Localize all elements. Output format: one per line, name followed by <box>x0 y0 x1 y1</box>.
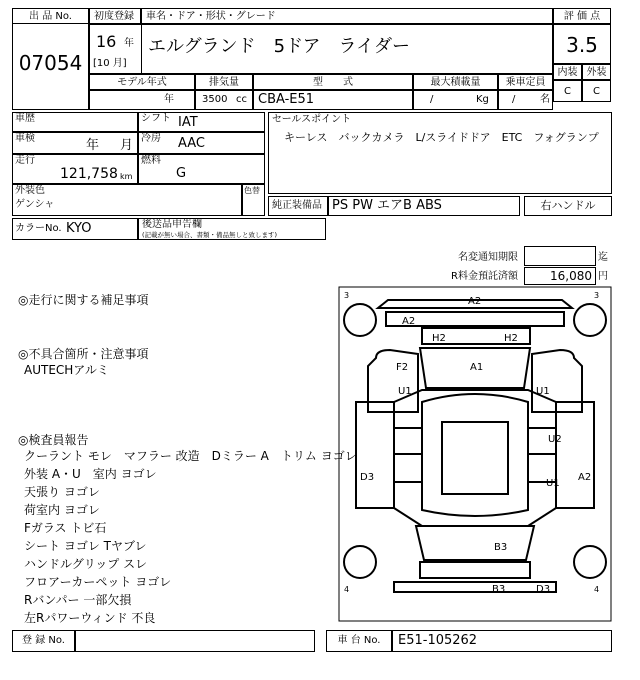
capacity-label: 乗車定員 <box>498 74 553 90</box>
inspector-line: 荷室内 ヨゴレ <box>24 503 100 517</box>
max-load-label: 最大積載量 <box>413 74 498 90</box>
sales-points-label: セールスポイント <box>272 114 352 125</box>
shift-value: IAT <box>178 115 198 130</box>
damage-mark: B3 <box>494 542 508 553</box>
docs-note: (記載が無い場合、書類・備品無しと致します) <box>142 231 278 239</box>
color-no-label: カラーNo. <box>15 223 62 234</box>
recycle-unit: 円 <box>598 271 608 282</box>
fuel-label: 燃料 <box>141 155 161 166</box>
type-label: 型 式 <box>253 74 413 90</box>
year-unit: 年 <box>124 38 134 49</box>
inspector-title: ◎検査員報告 <box>18 433 89 447</box>
inspector-line: クーラント モレ マフラー 改造 Dミラー A トリム ヨゴレ <box>24 449 357 463</box>
damage-mark: B3 <box>492 584 506 595</box>
name-change-unit: 迄 <box>598 252 608 263</box>
interior-grade: C <box>553 80 582 102</box>
inspector-line: シート ヨゴレ Tヤブレ <box>24 539 147 553</box>
recycle-value: 16,080 <box>550 269 592 283</box>
ac-value: AAC <box>178 136 205 151</box>
sales-points: キーレス バックカメラ L/スライドドア ETC フォグランプ <box>284 131 599 144</box>
chassis-label: 車 台 No. <box>337 635 381 646</box>
inspector-line: Rバンパー 一部欠損 <box>24 593 132 607</box>
score-label: 評 価 点 <box>553 8 611 24</box>
damage-mark: A2 <box>578 472 592 483</box>
damage-mark: A1 <box>470 362 484 373</box>
car-outline <box>344 300 606 592</box>
inspector-line: 左Rパワーウィンド 不良 <box>24 611 156 625</box>
ac-label: 冷房 <box>141 133 161 144</box>
first-reg-month: [10 月] <box>93 58 127 69</box>
inspector-line: Fガラス トビ石 <box>24 521 107 535</box>
displacement-unit: cc <box>236 94 247 105</box>
handle: 右ハンドル <box>540 199 596 212</box>
damage-mark: D3 <box>360 472 375 483</box>
reg-no-cell <box>75 630 315 652</box>
damage-mark: A2 <box>402 316 416 327</box>
first-reg-label: 初度登録 <box>89 8 141 24</box>
damage-mark: D3 <box>536 584 551 595</box>
lot-number: 07054 <box>18 51 83 75</box>
inspection-month: 月 <box>120 138 134 153</box>
color-no: KYO <box>66 221 92 236</box>
damage-mark: H2 <box>504 333 518 344</box>
inspection-label: 車検 <box>15 133 35 144</box>
equipment: PS PW エアB ABS <box>332 198 442 213</box>
wheel-icon <box>344 546 376 578</box>
score-value: 3.5 <box>553 24 611 64</box>
max-load-slash: / <box>430 94 434 105</box>
fuel-value: G <box>176 166 187 181</box>
interior-label: 内装 <box>553 64 582 80</box>
damage-mark: H2 <box>432 333 446 344</box>
ext-color: ゲンシャ <box>15 199 55 210</box>
car-name: エルグランド 5ドア ライダー <box>148 36 411 57</box>
inspector-line: 外装 A・U 室内 ヨゴレ <box>24 467 157 481</box>
mileage-unit: km <box>120 172 133 181</box>
damage-mark: U1 <box>398 386 412 397</box>
lot-label: 出 品 No. <box>12 8 89 24</box>
displacement-value: 3500 <box>202 94 228 105</box>
model-year-unit: 年 <box>164 94 174 105</box>
name-change-label: 名変通知期限 <box>458 252 518 263</box>
corner-marker: 3 <box>344 291 350 300</box>
exterior-label: 外装 <box>582 64 611 80</box>
corner-marker: 4 <box>594 585 600 594</box>
displacement-label: 排気量 <box>195 74 253 90</box>
defects-title: ◎不具合箇所・注意事項 <box>18 347 149 361</box>
chassis-no: E51-105262 <box>398 633 478 648</box>
divider <box>141 24 142 74</box>
model-year-label: モデル年式 <box>89 74 195 90</box>
first-reg-year: 16 <box>96 32 117 51</box>
docs-label: 後送品申告欄 <box>142 219 202 230</box>
capacity-slash: / <box>512 94 516 105</box>
diagram-frame <box>339 287 611 621</box>
driving-notes-title: ◎走行に関する補足事項 <box>18 293 149 307</box>
mileage-value: 121,758 <box>60 166 118 182</box>
inspector-line: フロアーカーペット ヨゴレ <box>24 575 172 589</box>
model-year-cell <box>89 90 195 110</box>
inspector-line: 天張り ヨゴレ <box>24 485 100 499</box>
ext-color-label: 外装色 <box>15 185 45 196</box>
car-name-label: 車名・ドア・形状・グレード <box>141 8 553 24</box>
mileage-label: 走行 <box>15 155 35 166</box>
shift-label: シフト <box>141 113 171 124</box>
corner-marker: 4 <box>344 585 350 594</box>
history-label: 車歴 <box>15 113 35 124</box>
damage-mark: F2 <box>396 362 409 373</box>
defect-note: AUTECHアルミ <box>24 363 109 377</box>
car-damage-diagram <box>338 286 612 622</box>
damage-mark: U2 <box>548 434 562 445</box>
type-value: CBA-E51 <box>258 92 315 107</box>
wheel-icon <box>574 546 606 578</box>
color-change-label: 色替 <box>244 186 260 195</box>
reg-no-label: 登 録 No. <box>22 635 65 646</box>
exterior-grade: C <box>582 80 611 102</box>
name-change-cell <box>524 246 596 266</box>
inspector-line: ハンドルグリップ スレ <box>24 557 148 571</box>
equipment-label: 純正装備品 <box>272 200 322 211</box>
damage-mark: U1 <box>546 478 560 489</box>
inspection-year: 年 <box>86 138 100 153</box>
corner-marker: 3 <box>594 291 600 300</box>
wheel-icon <box>574 304 606 336</box>
damage-mark: U1 <box>536 386 550 397</box>
damage-mark: A2 <box>468 296 482 307</box>
wheel-icon <box>344 304 376 336</box>
recycle-label: R料金預託済額 <box>451 271 518 282</box>
capacity-unit: 名 <box>540 94 550 105</box>
max-load-unit: Kg <box>476 94 489 105</box>
